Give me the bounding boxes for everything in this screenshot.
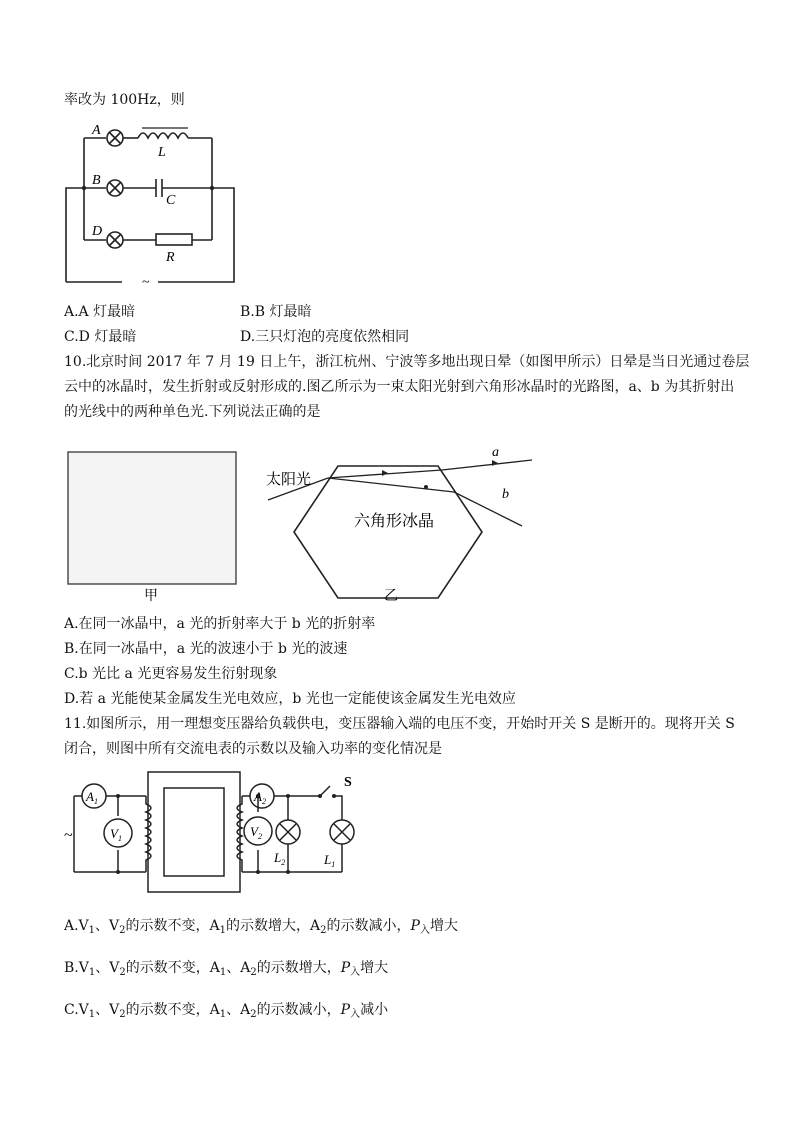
meter-A1: $A_1$ (86, 789, 98, 806)
q11-transformer-circuit (62, 764, 362, 900)
q9-option-b: B.B 灯最暗 (240, 304, 312, 320)
label-b-ray: b (502, 487, 509, 502)
label-C: C (166, 193, 176, 208)
label-L1: $L_1$ (324, 852, 336, 869)
q11-option-c: $C.V_1$、$V_2$的示数不变，$A_1$、$A_2$的示数减小，$P_入$减小 (64, 1002, 389, 1020)
label-B: B (92, 173, 101, 188)
label-sunlight: 太阳光 (266, 472, 312, 488)
label-a-ray: a (492, 445, 499, 460)
label-jia: 甲 (144, 589, 158, 604)
label-D: D (92, 224, 103, 239)
intro-line: 率改为 100Hz，则 (64, 92, 185, 108)
meter-V2: $V_2$ (250, 824, 262, 841)
halo-photo (68, 452, 236, 584)
q10-option-a: A.在同一冰晶中，a 光的折射率大于 b 光的折射率 (64, 616, 376, 632)
label-A: A (92, 123, 101, 138)
q10-stem-line-2: 云中的冰晶时，发生折射或反射形成的.图乙所示为一束太阳光射到六角形冰晶时的光路图，a、b 为其折射出 (64, 379, 735, 395)
meter-V1: $V_1$ (110, 826, 122, 843)
label-yi: 乙 (384, 589, 398, 604)
q9-option-a: A.A 灯最暗 (64, 304, 136, 320)
q10-stem-line-1: 10.北京时间 2017 年 7 月 19 日上午，浙江杭州、宁波等多地出现日晕（如图甲所示）日晕是当日光通过卷层 (64, 354, 750, 370)
switch-S-label: S (344, 775, 352, 790)
q10-figures (62, 428, 542, 604)
ac-source-symbol-11: ~ (64, 827, 73, 844)
q9-option-c: C.D 灯最暗 (64, 329, 137, 345)
label-crystal: 六角形冰晶 (354, 513, 435, 530)
ice-crystal-hexagon (294, 466, 482, 598)
q11-option-a: $A.V_1$、$V_2$的示数不变，$A_1$的示数增大，$A_2$的示数减小，$P_入$增大 (64, 918, 458, 936)
q11-option-b: $B.V_1$、$V_2$的示数不变，$A_1$、$A_2$的示数增大，$P_入$增大 (64, 960, 389, 978)
q11-stem-line-2: 闭合，则图中所有交流电表的示数以及输入功率的变化情况是 (64, 741, 442, 757)
q10-option-b: B.在同一冰晶中，a 光的波速小于 b 光的波速 (64, 641, 348, 657)
q9-circuit-diagram (62, 118, 242, 288)
label-L: L (158, 145, 166, 160)
ac-source-symbol: ~ (142, 275, 150, 288)
label-R: R (166, 250, 175, 265)
q10-option-c: C.b 光比 a 光更容易发生衍射现象 (64, 666, 278, 682)
meter-A2: $A_2$ (254, 789, 266, 806)
q9-options-row-1 (64, 302, 312, 322)
q9-option-d: D.三只灯泡的亮度依然相同 (240, 329, 410, 345)
q10-option-d: D.若 a 光能使某金属发生光电效应，b 光也一定能使该金属发生光电效应 (64, 691, 516, 707)
q11-stem-line-1: 11.如图所示，用一理想变压器给负载供电，变压器输入端的电压不变，开始时开关 S 是断开的。现将开关 S (64, 716, 735, 732)
q10-stem-line-3: 的光线中的两种单色光.下列说法正确的是 (64, 404, 321, 420)
label-L2: $L_2$ (274, 850, 286, 867)
q9-options-row-2 (64, 327, 410, 347)
